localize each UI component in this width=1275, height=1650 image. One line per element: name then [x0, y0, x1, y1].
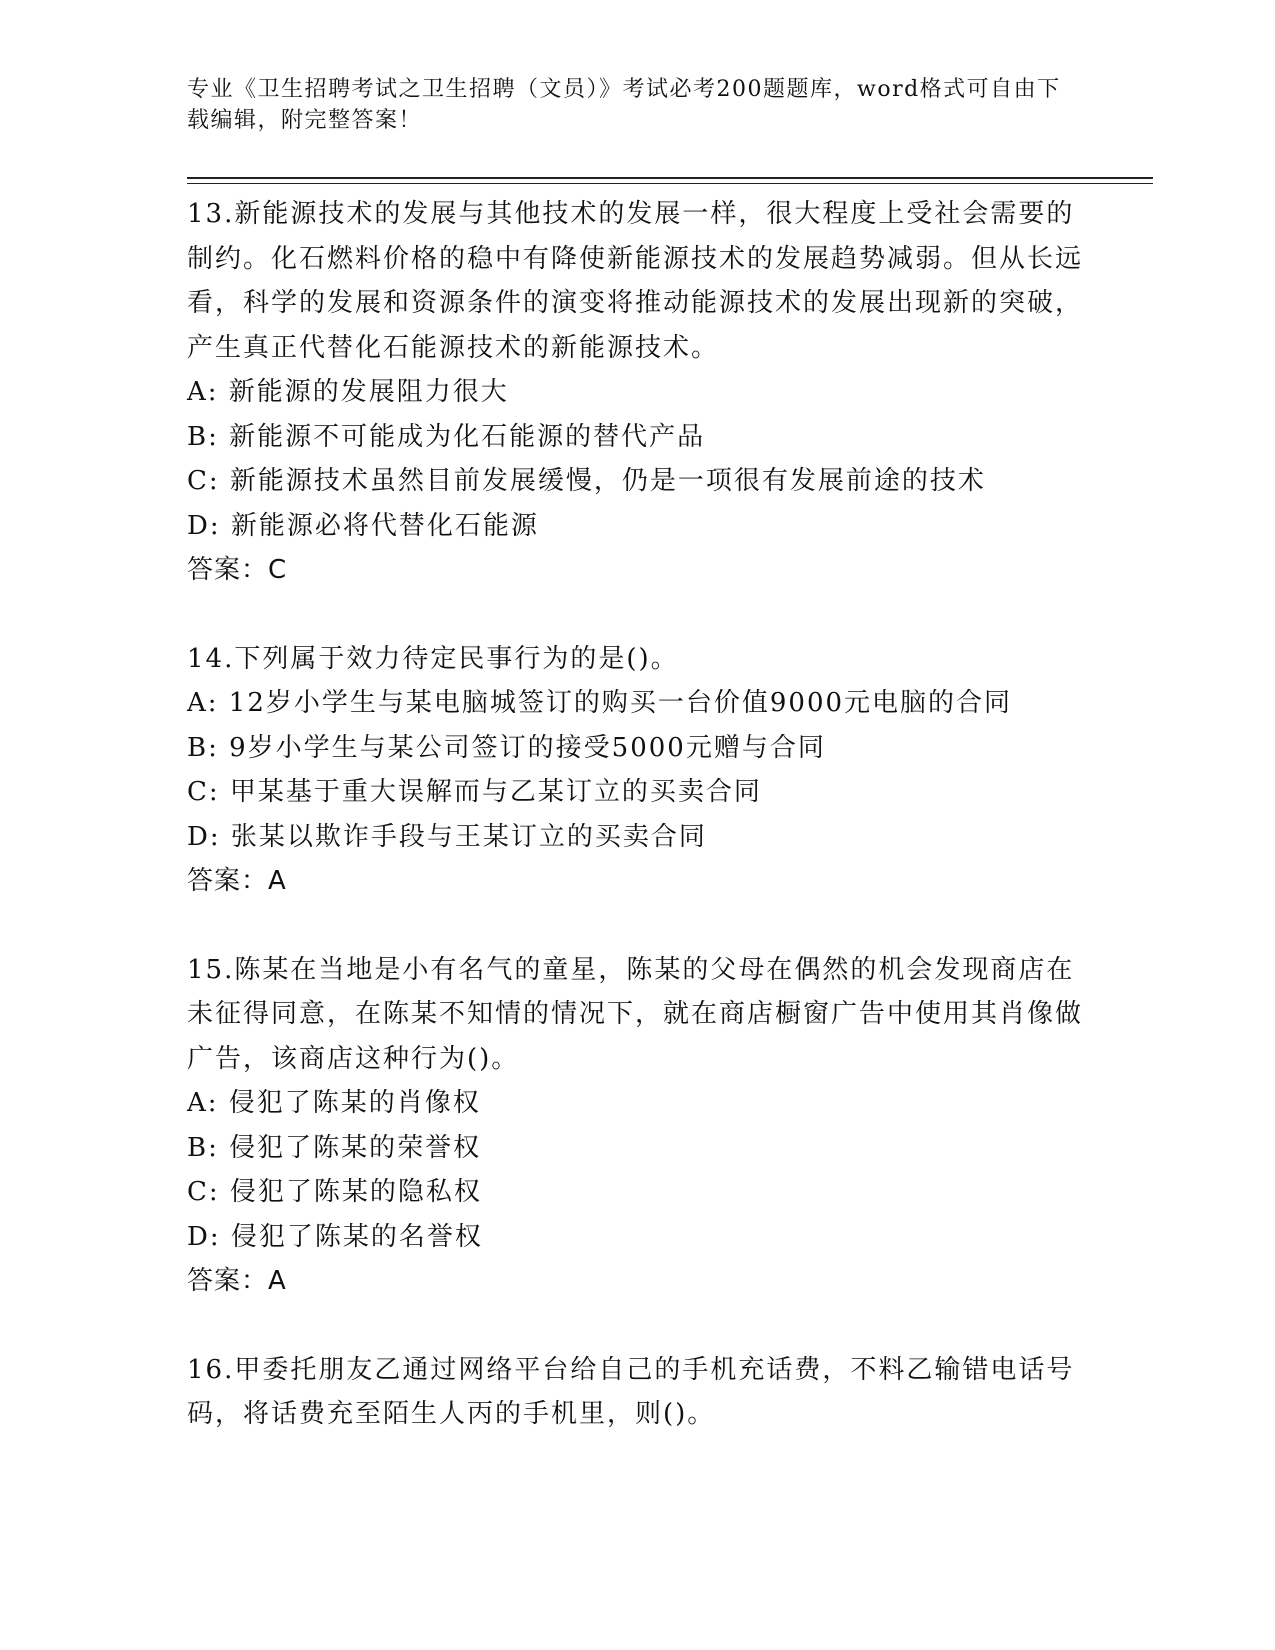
question-16 [187, 1348, 1087, 1437]
answer-label: 答案：A [187, 1266, 287, 1296]
option-a: A: 新能源的发展阻力很大 [187, 377, 509, 407]
option-b: B: 侵犯了陈某的荣誉权 [187, 1132, 482, 1163]
question-text: 13.新能源技术的发展与其他技术的发展一样，很大程度上受社会需要的制约。化石燃料价格的稳中有降使新能源技术的发展趋势减弱。但从长远看，科学的发展和资源条件的演变将推动能源技术的发展出现新的突破，产生真正代替化石能源技术的新能源技术。 [187, 199, 1084, 363]
question-text: 14.下列属于效力待定民事行为的是()。 [187, 643, 679, 674]
question-text: 16.甲委托朋友乙通过网络平台给自己的手机充话费，不料乙输错电话号码，将话费充至陌生人丙的手机里，则()。 [187, 1354, 1075, 1429]
option-d: D: 张某以欺诈手段与王某订立的买卖合同 [187, 821, 707, 852]
option-a: A: 侵犯了陈某的肖像权 [187, 1088, 481, 1118]
option-b: B: 新能源不可能成为化石能源的替代产品 [187, 421, 706, 452]
header-text: 专业《卫生招聘考试之卫生招聘（文员）》考试必考200题题库，word格式可自由下载编辑，附完整答案！ [187, 77, 1061, 133]
option-d: D: 侵犯了陈某的名誉权 [187, 1221, 483, 1252]
option-a: A: 12岁小学生与某电脑城签订的购买一台价值9000元电脑的合同 [187, 688, 1013, 718]
question-text: 15.陈某在当地是小有名气的童星，陈某的父母在偶然的机会发现商店在未征得同意，在陈某不知情的情况下，就在商店橱窗广告中使用其肖像做广告，该商店这种行为()。 [187, 954, 1084, 1074]
question-14 [187, 637, 1087, 904]
option-c: C: 侵犯了陈某的隐私权 [187, 1177, 482, 1207]
document-header [187, 74, 1067, 136]
answer-label: 答案：A [187, 866, 287, 896]
option-c: C: 新能源技术虽然目前发展缓慢，仍是一项很有发展前途的技术 [187, 466, 986, 496]
header-divider-thick [187, 177, 1153, 179]
option-d: D: 新能源必将代替化石能源 [187, 510, 539, 541]
question-list [187, 192, 1087, 1481]
question-13 [187, 192, 1087, 593]
header-divider-thin [187, 183, 1153, 184]
option-c: C: 甲某基于重大误解而与乙某订立的买卖合同 [187, 777, 762, 807]
option-b: B: 9岁小学生与某公司签订的接受5000元赠与合同 [187, 732, 826, 763]
question-15 [187, 948, 1087, 1304]
answer-label: 答案：C [187, 555, 288, 585]
